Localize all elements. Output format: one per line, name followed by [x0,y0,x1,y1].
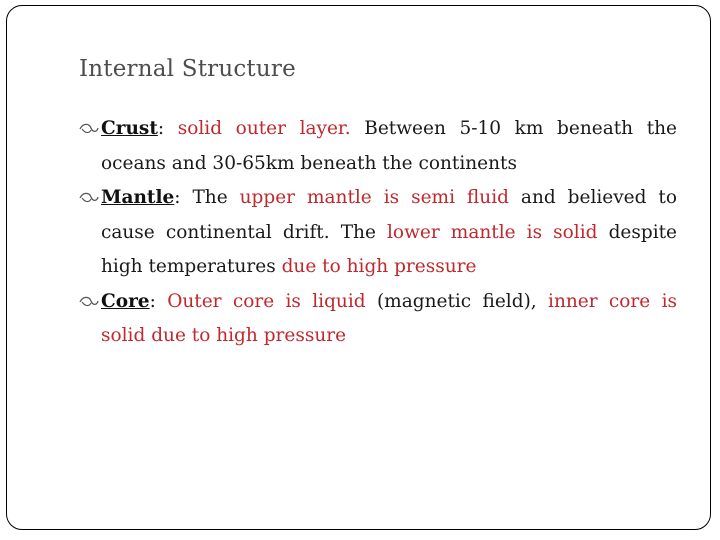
term-crust: Crust [101,118,158,139]
slide-title: Internal Structure [79,56,296,82]
term-core: Core [101,290,150,312]
highlight-text: due to high pressure [281,256,477,277]
text-segment: : [157,118,178,139]
highlight-text: upper mantle is semi fluid [239,187,509,208]
text-segment: : The [174,187,240,208]
bullet-mantle [79,181,677,285]
text-segment: : [149,290,168,312]
text-segment: (magnetic field), [365,290,549,312]
text-segment: despite high temperatures [101,221,678,277]
highlight-text: Outer core is liquid [167,290,366,312]
highlight-text: inner core is solid due to high pressure [101,290,677,346]
slide-body [79,112,677,354]
bullet-core [79,285,677,354]
highlight-text: lower mantle is solid [387,221,598,243]
ornament-bullet-icon [79,285,101,319]
bullet-crust [79,112,677,181]
text-segment: Between 5-10 km beneath the oceans and 30-65km beneath the continents [101,118,677,174]
highlight-text: solid outer layer. [177,118,351,139]
term-mantle: Mantle [101,187,175,208]
ornament-bullet-icon [79,112,101,146]
ornament-bullet-icon [79,181,101,215]
text-segment: and believed to cause continental drift. The [101,187,677,243]
